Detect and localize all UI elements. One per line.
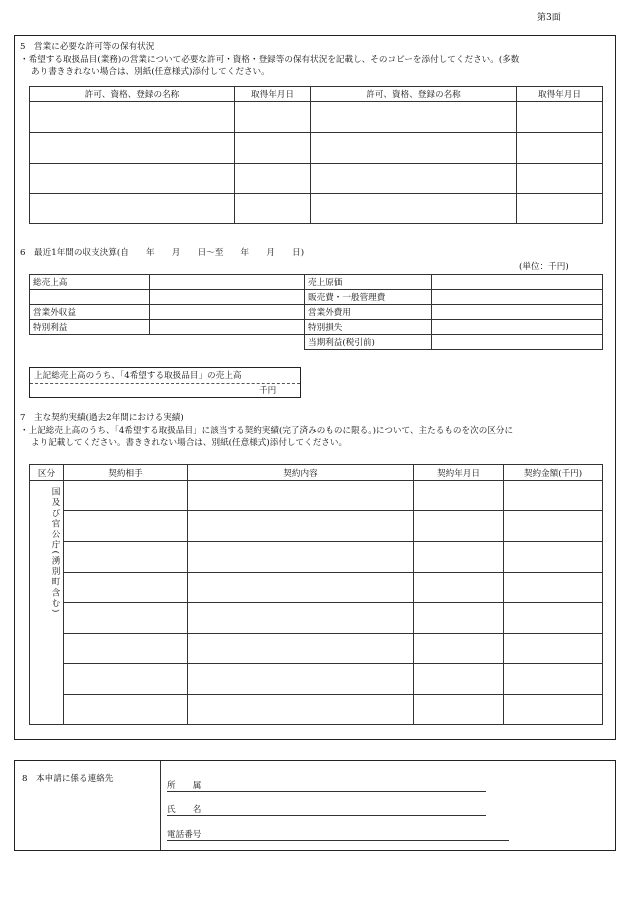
section5-desc-line2: あり書ききれない場合は、別紙(任意様式)添付してください。 (31, 67, 270, 77)
total-sales-label: 総売上高 (30, 275, 150, 290)
section5-title: 5 営業に必要な許可等の保有状況 (20, 42, 155, 52)
pretax-profit-label: 当期利益(税引前) (305, 335, 432, 350)
contract-content-cell[interactable] (188, 542, 414, 573)
license-row (30, 102, 603, 133)
contract-content-cell[interactable] (188, 695, 414, 725)
section6-title: 6 最近1年間の収支決算(自 年 月 日～至 年 月 日) (20, 248, 305, 258)
section5-desc-line1: ・希望する取扱品目(業務)の営業について必要な許可・資格・登録等の保有状況を記載し、そのコピーを添付してください。(多数 (20, 55, 520, 65)
non-operating-expenses-value[interactable] (432, 305, 603, 320)
license-table (29, 86, 603, 224)
affiliation-field[interactable] (167, 791, 486, 792)
contract-content-cell[interactable] (188, 573, 414, 603)
non-operating-income-label: 営業外収益 (30, 305, 150, 320)
section7-desc-line1: ・上記総売上高のうち、「4希望する取扱品目」に該当する契約実績(完了済みのものに限る。)について、主たるものを次の区分に (20, 426, 514, 436)
contract-party-cell[interactable] (64, 664, 188, 695)
contract-party-cell[interactable] (64, 603, 188, 634)
cost-of-sales-label: 売上原価 (305, 275, 432, 290)
license-date-cell[interactable] (517, 102, 603, 133)
contract-amount-cell[interactable] (504, 603, 603, 634)
desired-items-sales-box (29, 367, 301, 398)
license-name-cell[interactable] (30, 133, 235, 164)
license-row (30, 133, 603, 164)
contract-date-header: 契約年月日 (414, 465, 504, 481)
license-date-cell[interactable] (517, 164, 603, 194)
contract-amount-cell[interactable] (504, 542, 603, 573)
contract-date-cell[interactable] (414, 603, 504, 634)
non-operating-expenses-label: 営業外費用 (305, 305, 432, 320)
license-row (30, 194, 603, 224)
extraordinary-income-label: 特別利益 (30, 320, 150, 335)
extraordinary-loss-value[interactable] (432, 320, 603, 335)
section8-title: 8 本申請に係る連絡先 (22, 774, 114, 784)
sga-expenses-value[interactable] (432, 290, 603, 305)
license-name-cell[interactable] (311, 164, 517, 194)
extraordinary-loss-label: 特別損失 (305, 320, 432, 335)
sga-expenses-label: 販売費・一般管理費 (305, 290, 432, 305)
contract-date-cell[interactable] (414, 511, 504, 542)
contract-content-cell[interactable] (188, 603, 414, 634)
contract-row (30, 603, 603, 634)
contract-content-cell[interactable] (188, 664, 414, 695)
license-name-cell[interactable] (30, 164, 235, 194)
license-name-header-2: 許可、資格、登録の名称 (311, 87, 517, 102)
contract-row (30, 542, 603, 573)
contract-date-cell[interactable] (414, 664, 504, 695)
license-date-header-1: 取得年月日 (235, 87, 311, 102)
contract-row (30, 573, 603, 603)
cost-of-sales-value[interactable] (432, 275, 603, 290)
pretax-profit-value[interactable] (432, 335, 603, 350)
contract-amount-cell[interactable] (504, 511, 603, 542)
blank-value[interactable] (150, 290, 305, 305)
contract-table (29, 464, 603, 725)
license-row (30, 164, 603, 194)
finance-table (29, 274, 603, 350)
category-header: 区分 (30, 465, 64, 481)
desired-items-sales-label: 上記総売上高のうち、「4希望する取扱品目」の売上高 (34, 371, 242, 381)
total-sales-value[interactable] (150, 275, 305, 290)
license-name-header-1: 許可、資格、登録の名称 (30, 87, 235, 102)
extraordinary-income-value[interactable] (150, 320, 305, 335)
dashed-divider (30, 383, 300, 384)
contract-amount-header: 契約金額(千円) (504, 465, 603, 481)
contract-amount-cell[interactable] (504, 695, 603, 725)
contract-date-cell[interactable] (414, 481, 504, 511)
contract-row (30, 695, 603, 725)
desired-items-sales-unit: 千円 (259, 386, 277, 396)
section7-title: 7 主な契約実績(過去2年間における実績) (20, 413, 184, 423)
contract-party-cell[interactable] (64, 695, 188, 725)
contract-party-cell[interactable] (64, 511, 188, 542)
contract-party-cell[interactable] (64, 542, 188, 573)
phone-field[interactable] (167, 840, 509, 841)
affiliation-label: 所 属 (167, 781, 202, 791)
license-name-cell[interactable] (311, 133, 517, 164)
contract-amount-cell[interactable] (504, 664, 603, 695)
license-date-header-2: 取得年月日 (517, 87, 603, 102)
contract-party-header: 契約相手 (64, 465, 188, 481)
contract-amount-cell[interactable] (504, 634, 603, 664)
contract-party-cell[interactable] (64, 634, 188, 664)
contract-content-header: 契約内容 (188, 465, 414, 481)
license-name-cell[interactable] (311, 194, 517, 224)
contract-date-cell[interactable] (414, 573, 504, 603)
license-date-cell[interactable] (235, 194, 311, 224)
license-name-cell[interactable] (30, 194, 235, 224)
contract-row (30, 481, 603, 511)
contract-row (30, 664, 603, 695)
section7-desc-line2: より記載してください。書ききれない場合は、別紙(任意様式)添付してください。 (31, 438, 348, 448)
contract-amount-cell[interactable] (504, 573, 603, 603)
phone-label: 電話番号 (167, 830, 202, 840)
contract-content-cell[interactable] (188, 481, 414, 511)
name-label: 氏 名 (167, 805, 202, 815)
name-field[interactable] (167, 815, 486, 816)
contract-date-cell[interactable] (414, 695, 504, 725)
contract-date-cell[interactable] (414, 634, 504, 664)
contract-date-cell[interactable] (414, 542, 504, 573)
non-operating-income-value[interactable] (150, 305, 305, 320)
license-name-cell[interactable] (311, 102, 517, 133)
license-date-cell[interactable] (235, 102, 311, 133)
contract-row (30, 511, 603, 542)
contact-divider (160, 761, 161, 850)
contract-content-cell[interactable] (188, 511, 414, 542)
license-date-cell[interactable] (517, 133, 603, 164)
contract-content-cell[interactable] (188, 634, 414, 664)
license-name-cell[interactable] (30, 102, 235, 133)
contract-party-cell[interactable] (64, 481, 188, 511)
license-date-cell[interactable] (517, 194, 603, 224)
contract-amount-cell[interactable] (504, 481, 603, 511)
contract-party-cell[interactable] (64, 573, 188, 603)
category-cell: 国及び官公庁(湧別町含む) (30, 481, 64, 725)
page-number: 第3面 (537, 13, 561, 23)
section6-unit: (単位：千円) (519, 262, 569, 272)
license-date-cell[interactable] (235, 164, 311, 194)
contract-row (30, 634, 603, 664)
blank-label (30, 290, 150, 305)
license-date-cell[interactable] (235, 133, 311, 164)
